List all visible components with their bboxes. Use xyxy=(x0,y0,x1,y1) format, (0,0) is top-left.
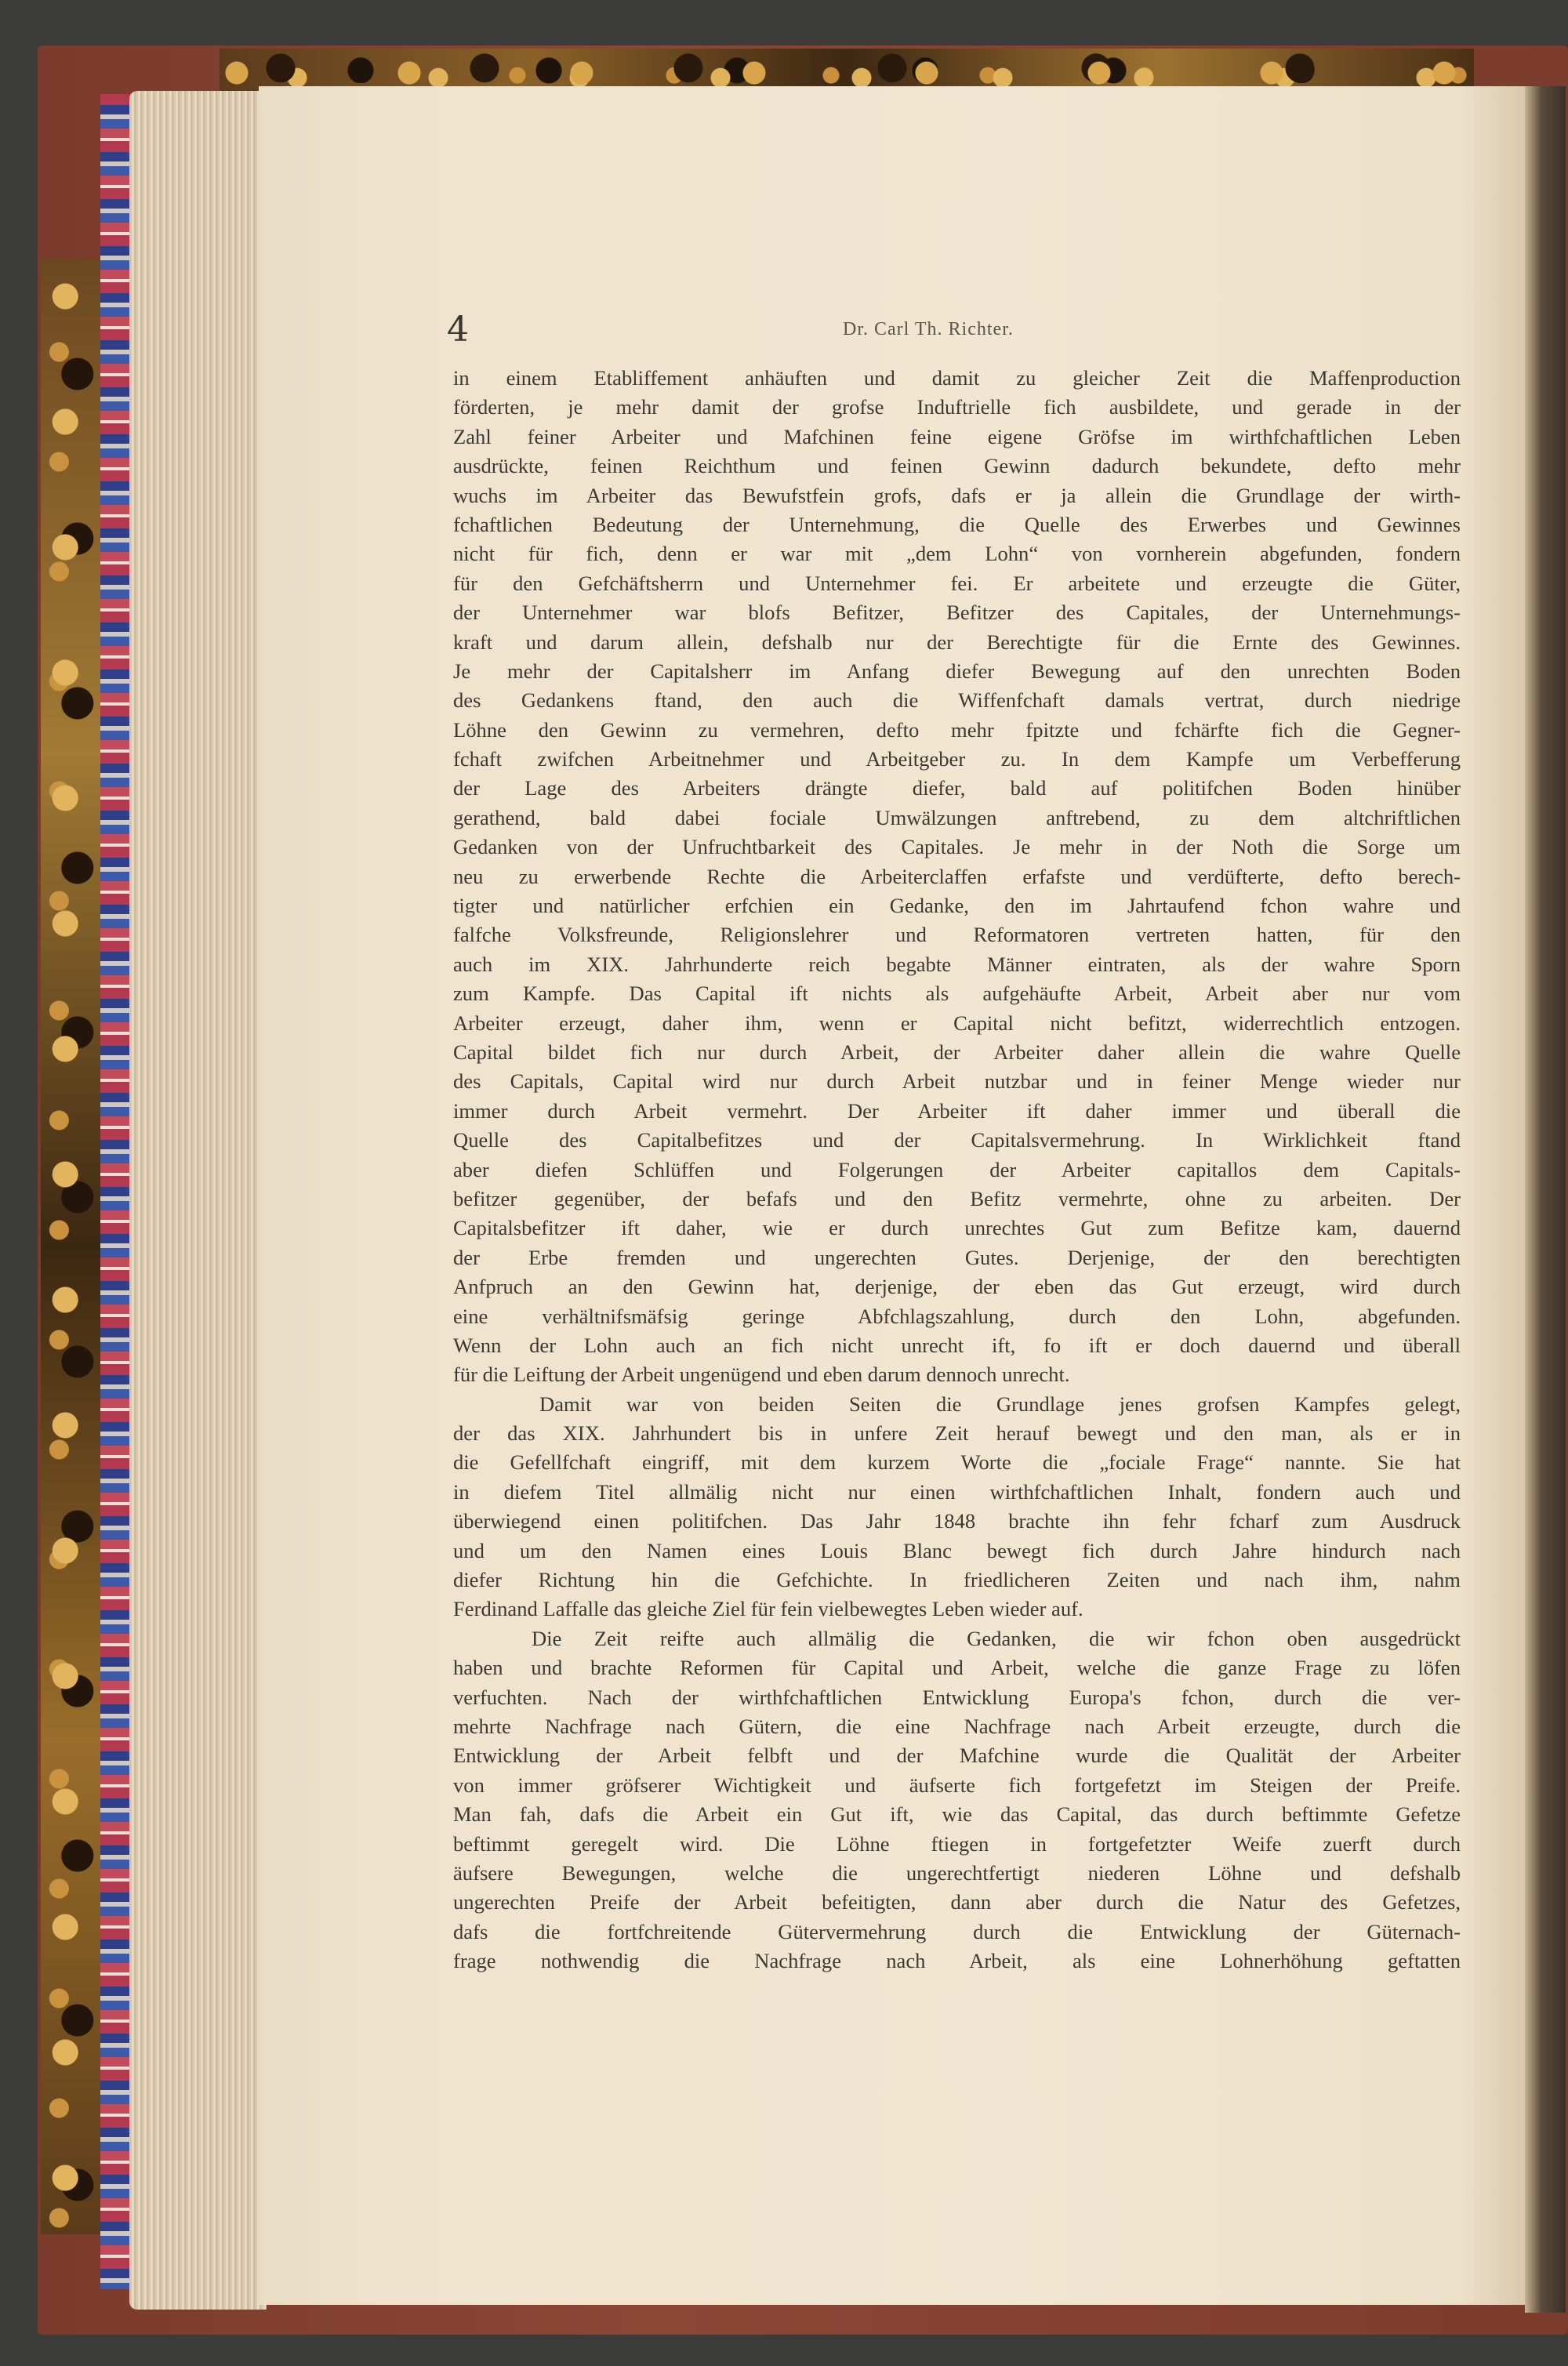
text-line: von immer gröfserer Wichtigkeit und äufserte fich fortgefetzt im Steigen der Preife. xyxy=(453,1773,1461,1797)
text-line: ungerechten Preife der Arbeit befeitigten, dann aber durch die Natur des Gefetzes, xyxy=(453,1890,1461,1914)
text-line: auch im XIX. Jahrhunderte reich begabte Männer eintraten, als der wahre Sporn xyxy=(453,952,1461,976)
text-line: kraft und darum allein, defshalb nur der Berechtigte für die Ernte des Gewinnes. xyxy=(453,630,1461,654)
text-line: dafs die fortfchreitende Gütervermehrung durch die Entwicklung der Güternach- xyxy=(453,1919,1461,1943)
text-line: verfuchten. Nach der wirthfchaftlichen Entwicklung Europa's fchon, durch die ver- xyxy=(453,1685,1461,1709)
text-line: aber diefen Schlüffen und Folgerungen der Arbeiter capitallos dem Capitals- xyxy=(453,1157,1461,1181)
text-line: die Gefellfchaft eingriff, mit dem kurzem Worte die „fociale Frage“ nannte. Sie hat xyxy=(453,1450,1461,1475)
text-line: Capitalsbefitzer ift daher, wie er durch unrechtes Gut zum Befitze kam, dauernd xyxy=(453,1216,1461,1240)
text-line: überwiegend einen politifchen. Das Jahr 1848 brachte ihn fehr fcharf zum Ausdruck xyxy=(453,1509,1461,1533)
text-line: Je mehr der Capitalsherr im Anfang diefer Bewegung auf den unrechten Boden xyxy=(453,659,1461,683)
page-number: 4 xyxy=(447,310,469,350)
text-line: frage nothwendig die Nachfrage nach Arbeit, als eine Lohnerhöhung geftatten xyxy=(453,1949,1461,1973)
text-line: mehrte Nachfrage nach Gütern, die eine Nachfrage nach Arbeit erzeugte, durch die xyxy=(453,1714,1461,1738)
body-text xyxy=(453,364,1461,2026)
text-line: befitzer gegenüber, der befafs und den Befitz vermehrte, ohne zu arbeiten. Der xyxy=(453,1186,1461,1210)
text-line: ausdrückte, feinen Reichthum und feinen Gewinn dadurch bekundete, defto mehr xyxy=(453,454,1461,478)
text-line: Die Zeit reifte auch allmälig die Gedanken, die wir fchon oben ausgedrückt xyxy=(532,1626,1461,1650)
running-head: Dr. Carl Th. Richter. xyxy=(843,319,1014,339)
text-line: der das XIX. Jahrhundert bis in unfere Zeit herauf bewegt und den man, als er in xyxy=(453,1421,1461,1446)
text-line: in diefem Titel allmälig nicht nur einen wirthfchaftlichen Inhalt, fondern auch und xyxy=(453,1479,1461,1504)
text-line: Quelle des Capitalbefitzes und der Capitalsvermehrung. In Wirklichkeit ftand xyxy=(453,1128,1461,1152)
text-line: Capital bildet fich nur durch Arbeit, der Arbeiter daher allein die wahre Quelle xyxy=(453,1040,1461,1064)
page-header xyxy=(447,310,1458,349)
text-line: der Erbe fremden und ungerechten Gutes. Derjenige, der den berechtigten xyxy=(453,1245,1461,1269)
text-line: eine verhältnifsmäfsig geringe Abfchlagszahlung, durch den Lohn, abgefunden. xyxy=(453,1304,1461,1328)
marbled-board-left xyxy=(41,259,102,2234)
text-line: des Capitals, Capital wird nur durch Arbeit nutzbar und in feiner Menge wieder nur xyxy=(453,1069,1461,1094)
text-line: neu zu erwerbende Rechte die Arbeiterclaffen erfafste und verdüfterte, defto berech- xyxy=(453,864,1461,888)
text-line: für den Gefchäftsherrn und Unternehmer fei. Er arbeitete und erzeugte die Güter, xyxy=(453,571,1461,595)
text-line: haben und brachte Reformen für Capital und Arbeit, welche die ganze Frage zu löfen xyxy=(453,1656,1461,1680)
text-line: gerathend, bald dabei fociale Umwälzungen anftrebend, zu dem altchriftlichen xyxy=(453,805,1461,829)
text-line: zum Kampfe. Das Capital ift nichts als aufgehäufte Arbeit, Arbeit aber nur vom xyxy=(453,982,1461,1006)
text-line: Man fah, dafs die Arbeit ein Gut ift, wie das Capital, das durch beftimmte Gefetze xyxy=(453,1802,1461,1827)
text-line: Gedanken von der Unfruchtbarkeit des Capitales. Je mehr in der Noth die Sorge um xyxy=(453,835,1461,859)
text-line: diefer Richtung hin die Gefchichte. In friedlicheren Zeiten und nach ihm, nahm xyxy=(453,1568,1461,1592)
text-line: nicht für fich, denn er war mit „dem Lohn“ von vornherein abgefunden, fondern xyxy=(453,542,1461,566)
page-edges xyxy=(129,91,267,2310)
text-line: und um den Namen eines Louis Blanc bewegt fich durch Jahre hindurch nach xyxy=(453,1538,1461,1562)
text-line: Anfpruch an den Gewinn hat, derjenige, der eben das Gut erzeugt, wird durch xyxy=(453,1275,1461,1299)
text-line: Entwicklung der Arbeit felbft und der Mafchine wurde die Qualität der Arbeiter xyxy=(453,1744,1461,1768)
text-line: falfche Volksfreunde, Religionslehrer und Reformatoren vertreten hatten, für den xyxy=(453,923,1461,947)
text-line: wuchs im Arbeiter das Bewufstfein grofs, dafs er ja allein die Grundlage der wirth- xyxy=(453,483,1461,507)
text-line: Ferdinand Laffalle das gleiche Ziel für fein vielbewegtes Leben wieder auf. xyxy=(453,1597,1083,1621)
book-gutter-right xyxy=(1525,86,1566,2313)
text-line: fchaft zwifchen Arbeitnehmer und Arbeitgeber zu. In dem Kampfe um Verbefferung xyxy=(453,747,1461,771)
text-line: Zahl feiner Arbeiter und Mafchinen feine eigene Gröfse im wirthfchaftlichen Leben xyxy=(453,424,1461,448)
text-line: tigter und natürlicher erfchien ein Gedanke, den im Jahrtaufend fchon wahre und xyxy=(453,894,1461,918)
text-line: Löhne den Gewinn zu vermehren, defto mehr fpitzte und fchärfte fich die Gegner- xyxy=(453,717,1461,742)
text-line: Damit war von beiden Seiten die Grundlage jenes grofsen Kampfes gelegt, xyxy=(539,1392,1461,1416)
text-line: der Unternehmer war blofs Befitzer, Befitzer des Capitales, der Unternehmungs- xyxy=(453,601,1461,625)
text-line: immer durch Arbeit vermehrt. Der Arbeiter ift daher immer und überall die xyxy=(453,1098,1461,1123)
text-line: förderten, je mehr damit der grofse Induftrielle fich ausbildete, und gerade in der xyxy=(453,395,1461,419)
text-line: äufsere Bewegungen, welche die ungerechtfertigt niederen Löhne und defshalb xyxy=(453,1860,1461,1885)
text-line: der Lage des Arbeiters drängte diefer, bald auf politifchen Boden hinüber xyxy=(453,776,1461,800)
text-line: beftimmt geregelt wird. Die Löhne ftiegen in fortgefetzter Weife zuerft durch xyxy=(453,1831,1461,1856)
text-line: Wenn der Lohn auch an fich nicht unrecht ift, fo ift er doch dauernd und überall xyxy=(453,1333,1461,1357)
text-line: des Gedankens ftand, den auch die Wiffenfchaft damals vertrat, durch niedrige xyxy=(453,688,1461,713)
text-line: für die Leiftung der Arbeit ungenügend und eben darum dennoch unrecht. xyxy=(453,1363,1070,1387)
text-line: in einem Etabliffement anhäuften und damit zu gleicher Zeit die Maffenproduction xyxy=(453,366,1461,390)
text-line: Arbeiter erzeugt, daher ihm, wenn er Capital nicht befitzt, widerrechtlich entzogen. xyxy=(453,1011,1461,1035)
text-line: fchaftlichen Bedeutung der Unternehmung, die Quelle des Erwerbes und Gewinnes xyxy=(453,512,1461,536)
